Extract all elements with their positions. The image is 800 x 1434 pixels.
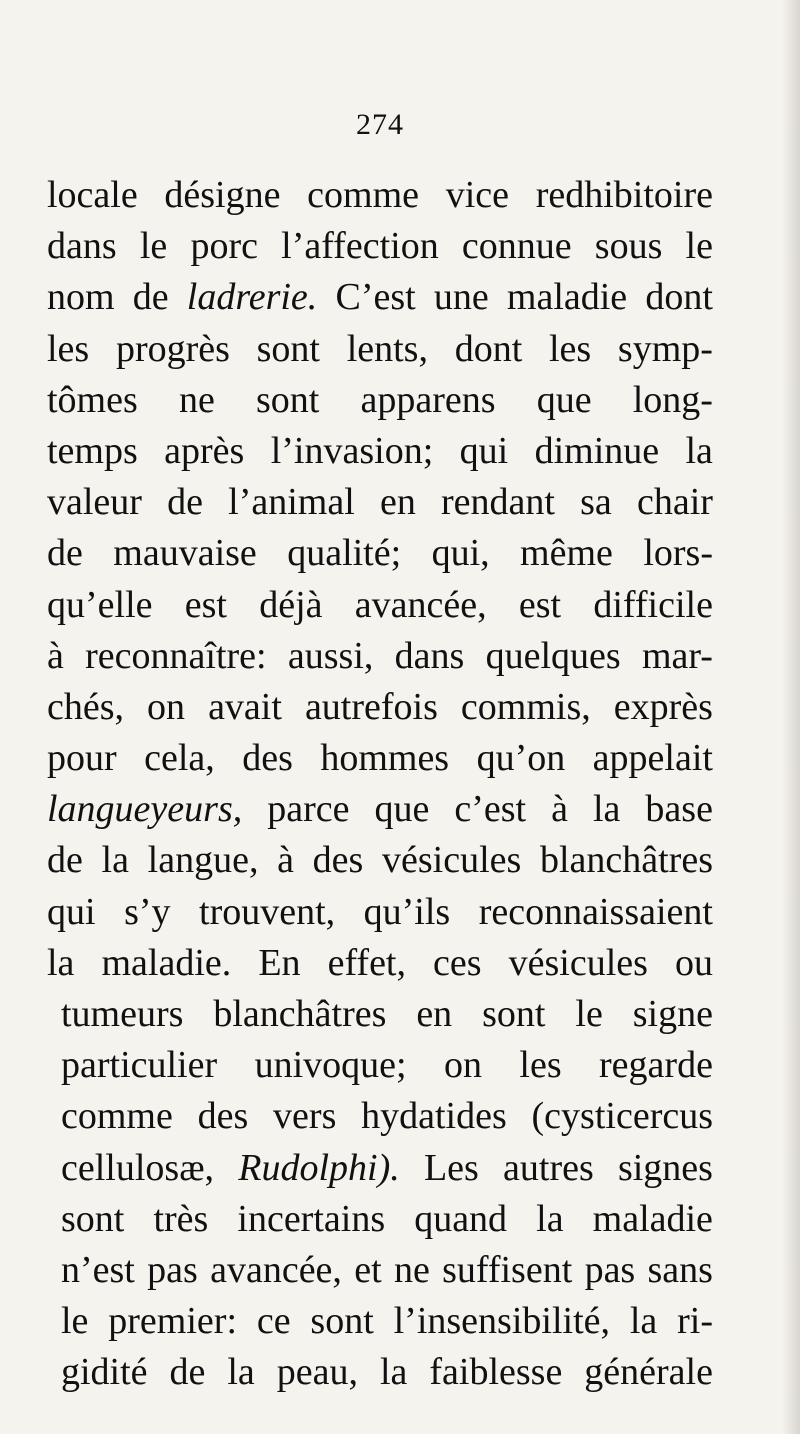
word: des [312,839,364,882]
text-line [47,887,713,938]
word: cela, [144,737,215,780]
word: en [416,993,453,1035]
word: autres [503,1146,594,1189]
body-text [47,170,713,1399]
word: vésicules [382,839,522,882]
word: ne [178,378,215,421]
word: après [164,429,245,472]
word: quelques [485,634,621,677]
word: ou [674,941,713,984]
word: qui [47,890,96,933]
word: sa [580,481,612,524]
text-line [47,477,713,528]
word: l’invasion; [270,429,434,472]
word: sont [482,993,546,1035]
text-line [47,375,713,426]
italic-term: langueyeurs, [47,788,243,831]
word: les [548,327,592,370]
text-line [47,938,713,989]
text-line [47,1040,713,1091]
text-line [47,324,713,375]
word: univoque; [254,1044,407,1087]
word: apparens [360,378,496,421]
word: tumeurs [61,993,184,1035]
word: qui, [431,532,490,575]
word: progrès [115,327,230,370]
word: s’y [124,890,171,933]
word: faiblesse [429,1351,563,1394]
word: vers [273,1095,337,1138]
text-line [47,989,713,1040]
word: ne [393,1248,430,1291]
word: la [536,1197,564,1240]
text-line [47,631,713,682]
text-line [47,528,713,579]
word: hommes [320,737,450,780]
word: chés, [47,685,125,728]
word: vésicules [508,941,648,984]
word: est [518,583,562,626]
word: avancée, [354,583,487,626]
word: ce [256,1300,291,1343]
word: et [354,1248,382,1291]
text-line [47,1245,713,1296]
word: c’est [454,788,527,831]
italic-term: ladrerie. [186,276,318,319]
word: avait [208,685,282,728]
word: très [153,1197,209,1240]
word: pas [147,1248,198,1291]
word: des [197,1095,249,1138]
word: trouvent, [199,890,336,933]
text-line [47,682,713,733]
word: des [242,737,293,780]
word: la [379,1351,408,1394]
word: sans [647,1248,713,1291]
word: connue [461,225,572,268]
word: reconnaissaient [478,890,713,933]
word: sont [310,1300,374,1343]
word: hydatides [361,1095,507,1138]
word: sont [256,327,320,370]
word: la [47,941,75,984]
word: aussi, [287,634,374,677]
word: le [685,225,713,268]
word: peau, [276,1351,358,1394]
word: sont [61,1197,125,1240]
word: tômes [47,378,138,421]
text-line [47,733,713,784]
word: dont [645,276,713,319]
word: redhibitoire [535,174,713,216]
page-edge-shadow [782,0,800,1434]
word: qu’on [476,737,566,780]
text-line [47,1143,713,1194]
word: exprès [613,685,713,728]
text-line [47,784,713,835]
word: les [519,1044,562,1087]
word: autrefois [304,685,438,728]
word: est [184,583,227,626]
word: particulier [61,1044,218,1087]
word: une [433,276,489,319]
text-line [47,580,713,631]
word: blanchâtres [539,839,713,882]
word: pas [584,1248,636,1291]
word: maladie [506,276,628,319]
word: gidité [61,1351,148,1394]
word: on [443,1044,482,1087]
word: de [132,276,169,319]
word: en [379,481,416,524]
word: quand [414,1197,508,1240]
text-line [47,1296,713,1347]
word: dans [394,634,465,677]
word: pour [47,737,117,780]
word: sont [255,378,320,421]
word: à [551,788,568,831]
word: cellulosæ, [61,1146,215,1189]
text-line [47,170,713,221]
word: long- [632,378,713,421]
word: de [47,532,83,575]
word: générale [584,1351,713,1394]
word: même [520,532,613,575]
word: mauvaise [113,532,257,575]
word: maladie. [101,941,232,984]
text-line [47,1194,713,1245]
word: à [277,839,294,882]
word: dans [47,225,117,268]
word: de [169,1351,206,1394]
word: sous [594,225,663,268]
word: qualité; [287,532,402,575]
word: Les [423,1146,479,1189]
word: porc [190,225,258,268]
word: que [374,788,430,831]
word: qu’elle [47,583,153,626]
text-line [47,272,713,323]
text-line [47,221,713,272]
word: effet, [327,941,406,984]
word: ri- [677,1300,713,1343]
word: premier: [108,1300,237,1343]
word: déjà [259,583,323,626]
word: langue, [147,839,259,882]
word: l’insensibilité, [393,1300,610,1343]
word: la [629,1300,658,1343]
word: commis, [460,685,591,728]
word: valeur [47,481,142,524]
word: parce [267,788,350,831]
word: suffisent [442,1248,573,1291]
text-line [47,426,713,477]
word: signes [617,1146,713,1189]
word: chair [636,481,713,524]
word: maladie [592,1197,713,1240]
word: qui [459,429,509,472]
word: appelait [592,737,713,780]
word: lors- [643,532,713,575]
word: vice [445,174,510,216]
word: comme [307,174,420,216]
italic-term: Rudolphi). [238,1146,400,1189]
word: la [101,839,129,882]
word: regarde [599,1044,713,1087]
word: le [575,993,603,1035]
word: désigne [164,174,281,216]
word: on [147,685,186,728]
word: la [227,1351,255,1394]
word: la [685,429,713,472]
word: n’est [61,1248,135,1291]
page-number: 274 [356,108,404,141]
word: incertains [237,1197,386,1240]
word: locale [47,174,138,216]
word: à [47,634,64,677]
text-line [47,1091,713,1142]
word: rendant [441,481,555,524]
word: lents, [346,327,428,370]
word: temps [47,429,138,472]
word: difficile [593,583,713,626]
word: qu’ils [363,890,451,933]
word: le [61,1300,89,1343]
word: comme [61,1095,173,1138]
word: de [167,481,203,524]
word: de [47,839,83,882]
word: la [592,788,621,831]
word: mar- [641,634,713,677]
text-line [47,1347,713,1398]
word: les [47,327,90,370]
text-line [47,835,713,886]
word: que [536,378,592,421]
word: diminue [534,429,660,472]
word: nom [47,276,115,319]
word: base [645,788,713,831]
word: blanchâtres [213,993,387,1035]
word: reconnaître: [85,634,267,677]
word: (cysticercus [531,1095,713,1138]
word: le [139,225,168,268]
word: C’est [335,276,416,319]
word: dont [454,327,523,370]
word: En [258,941,301,984]
word: l’affection [281,225,439,268]
word: l’animal [228,481,355,524]
word: ces [433,941,482,984]
word: symp- [617,327,713,370]
word: avancée, [210,1248,342,1291]
word: signe [632,993,713,1035]
